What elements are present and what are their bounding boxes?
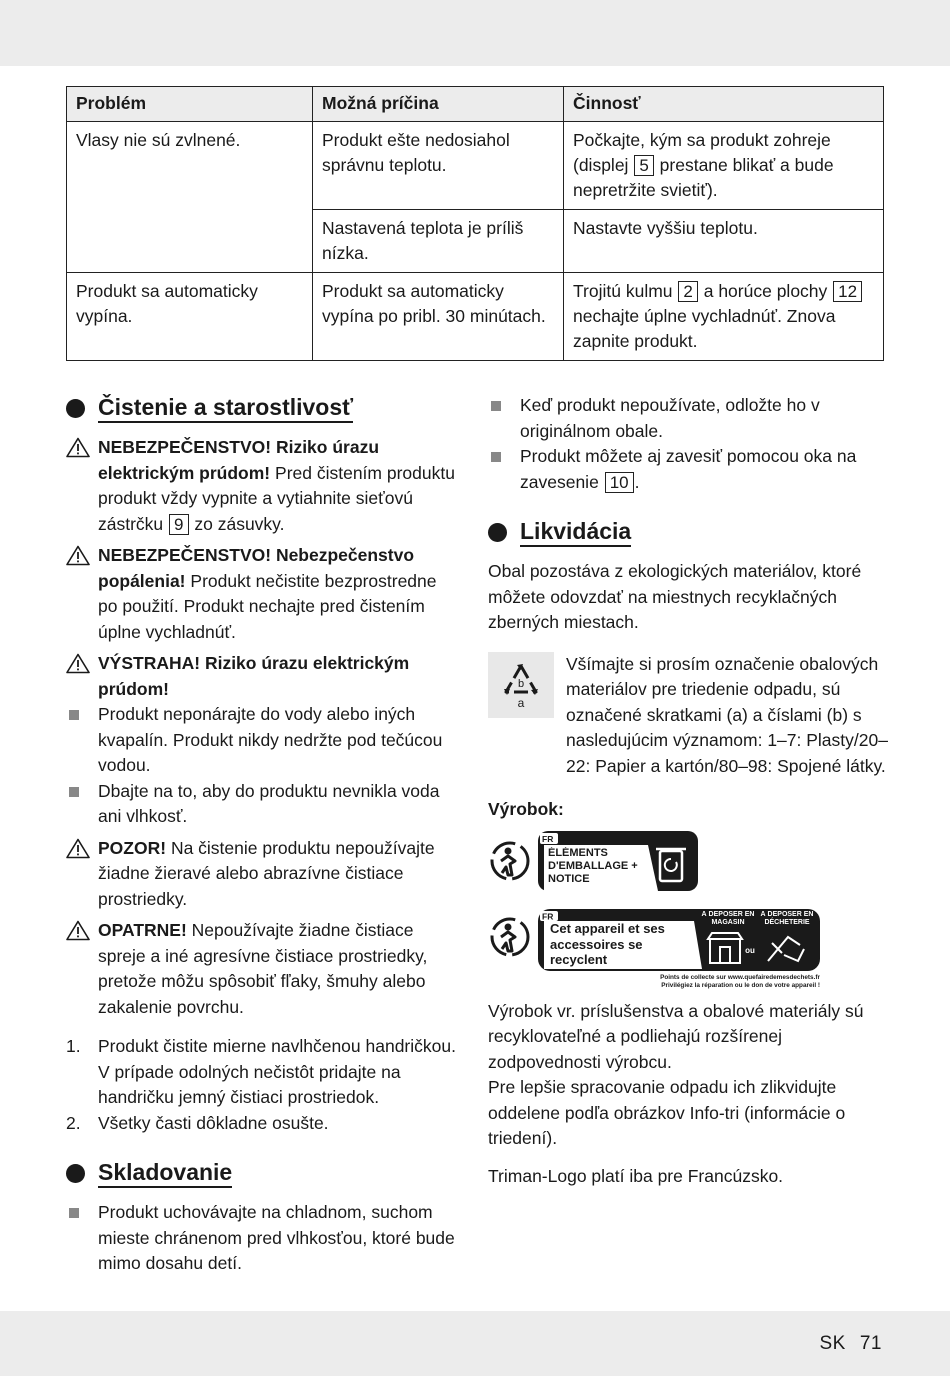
warning-title: VÝSTRAHA! Riziko úrazu elektrickým prúdom!: [98, 653, 410, 699]
warning-triangle-icon: [66, 543, 98, 645]
table-row: [67, 273, 884, 361]
square-bullet-icon: [488, 393, 520, 444]
square-bullet-icon: [66, 702, 98, 779]
warning-text: Nepoužívajte žiadne čistiace spreje a iné agresívne čistiace prostriedky, pretože môžu spôsobiť fľaky, šmuhy alebo zakalenie povrchu.: [98, 920, 428, 1017]
warning-title: NEBEZPEČENSTVO! Nebezpečenstvo popálenia!: [98, 545, 415, 591]
square-bullet-icon: [66, 779, 98, 830]
section-heading-storage: [66, 1158, 460, 1188]
disposal-paragraph: Obal pozostáva z ekologických materiálov, ktoré môžete odovzdať na miestnych recyklačných zberných miestach.: [488, 561, 862, 632]
step-text: Všetky časti dôkladne osušte.: [98, 1112, 329, 1133]
warning-text: Produkt nečistite bezprostredne po použití. Produkt nechajte pred čistením úplne vychladnúť.: [98, 570, 437, 642]
part-number-box: 9: [169, 514, 188, 535]
product-label: Výrobok:: [488, 799, 564, 819]
disposal-paragraph: Výrobok vr. príslušenstva a obalové materiály sú recyklovateľné a podliehajú rozšírenej zodpovednosti výrobcu.: [488, 1000, 864, 1072]
disposal-paragraph: Pre lepšie spracovanie odpadu ich zlikvidujte oddelene podľa obrázkov Info-tri (informácie o triedení).: [488, 1077, 846, 1148]
square-bullet-icon: [66, 1200, 98, 1277]
recycling-symbol-icon: [488, 652, 554, 718]
bullet-dot-icon: [66, 1164, 85, 1183]
warning-triangle-icon: [66, 435, 98, 537]
warning-block: [66, 543, 460, 645]
step-number: 2.: [66, 1112, 81, 1133]
list-item: [488, 444, 888, 495]
list-item-text: .: [634, 471, 640, 492]
list-item-text: Keď produkt nepoužívate, odložte ho v originálnom obale.: [520, 395, 820, 441]
list-item-text: Produkt uchovávajte na chladnom, suchom mieste chránenom pred vlhkosťou, ktoré bude mimo dosahu detí.: [98, 1202, 455, 1273]
language-code: SK: [819, 1333, 846, 1354]
page-number: 71: [859, 1333, 882, 1354]
svg-text:a: a: [517, 695, 525, 710]
bullet-dot-icon: [488, 523, 507, 542]
square-bullet-icon: [488, 444, 520, 495]
info-tri-packaging-logo: FR ÉLÉMENTS D'EMBALLAGE + NOTICE: [488, 831, 888, 895]
cause-cell: Produkt sa automaticky vypína po pribl. 30 minútach.: [313, 273, 564, 361]
cause-cell: Nastavená teplota je príliš nízka.: [313, 210, 564, 273]
step-number: 1.: [66, 1036, 81, 1056]
warning-text: zo zásuvky.: [194, 513, 285, 534]
svg-text:Points de collecte sur www.que: Points de collecte sur www.quefairedemesdechets.fr: [660, 973, 820, 981]
header-cause: Možná príčina: [313, 87, 564, 122]
warning-text: Pred čistením produktu produkt vždy vypnite a vytiahnite sieťovú zástrčku: [98, 462, 455, 534]
table-row: [67, 122, 884, 210]
warning-triangle-icon: [66, 918, 98, 1020]
svg-text:FR: FR: [542, 833, 554, 844]
svg-text:b: b: [517, 677, 525, 690]
action-cell: [564, 273, 884, 361]
page-footer: [820, 1333, 883, 1355]
warning-title: OPATRNE!: [98, 920, 187, 940]
warning-block: [66, 918, 460, 1020]
action-text: prestane blikať a bude nepretržite svietiť).: [573, 155, 834, 200]
warning-triangle-icon: [66, 651, 98, 702]
warning-block: [66, 651, 460, 702]
right-column: [488, 393, 888, 1189]
header-action: Činnosť: [564, 87, 884, 122]
triman-icon: [492, 843, 528, 879]
svg-text:ou: ou: [745, 945, 755, 955]
cause-cell: Produkt ešte nedosiahol správnu teplotu.: [313, 122, 564, 210]
part-number-box: 12: [833, 281, 862, 302]
warning-title: POZOR!: [98, 837, 167, 858]
list-item-text: Produkt môžete aj zavesiť pomocou oka na zavesenie: [520, 446, 857, 492]
problem-cell: Produkt sa automaticky vypína.: [67, 273, 313, 361]
numbered-step: [66, 1111, 460, 1137]
list-item-text: Dbajte na to, aby do produktu nevnikla voda ani vlhkosť.: [98, 780, 440, 826]
warning-block: [66, 836, 460, 913]
svg-text:FR: FR: [542, 911, 554, 921]
action-text: nechajte úplne vychladnúť. Znova zapnite produkt.: [573, 306, 836, 351]
header-problem: Problém: [67, 87, 313, 122]
disposal-code-text: Všímajte si prosím označenie obalových materiálov pre triedenie odpadu, sú označené skratkami (a) a číslami (b) s nasledujúcim významom: 1–7: Plasty/20–22: Papier a kartón/80–98: Spojené látky.: [566, 653, 888, 776]
step-text: Produkt čistite mierne navlhčenou handričkou. V prípade odolných nečistôt pridajte na handričku jemný čistiaci prostriedok.: [98, 1036, 456, 1107]
section-heading-cleaning: [66, 393, 460, 423]
warning-triangle-icon: [66, 836, 98, 913]
list-item-text: Produkt neponárajte do vody alebo iných kvapalín. Produkt nikdy nedržte pod tečúcou vodou.: [98, 704, 443, 775]
action-text: Počkajte, kým sa produkt zohreje (displej: [573, 130, 831, 175]
recycling-code-row: [488, 652, 888, 780]
bullet-dot-icon: [66, 399, 85, 418]
list-item: [66, 702, 460, 779]
part-number-box: 5: [634, 155, 653, 176]
action-cell: [564, 122, 884, 210]
left-column: [66, 393, 460, 1277]
info-tri-appliance-logo: FR Cet appareil et ses accessoires se recyclent À DÉPOSER EN MAGASIN À DÉPOSER EN DÉCHETERIE ou Points de collecte sur www.quefairedemesdechets.fr Privilégiez la réparation ou le don de votre appareil !: [488, 909, 888, 993]
top-band: [0, 0, 950, 66]
svg-text:Privilégiez la réparation ou l: Privilégiez la réparation ou le don de votre appareil !: [661, 981, 820, 989]
section-heading-disposal: [488, 517, 888, 547]
section-title: Likvidácia: [520, 517, 631, 547]
troubleshooting-table: [66, 86, 884, 361]
table-header-row: [67, 87, 884, 122]
action-text: a horúce plochy: [703, 281, 828, 301]
part-number-box: 10: [605, 472, 634, 493]
warning-title: NEBEZPEČENSTVO! Riziko úrazu elektrickým prúdom!: [98, 437, 380, 483]
problem-cell: Vlasy nie sú zvlnené.: [67, 122, 313, 273]
bottom-band: [0, 1311, 950, 1376]
list-item: [488, 393, 888, 444]
warning-block: [66, 435, 460, 537]
triman-icon: [492, 919, 528, 955]
action-text: Trojitú kulmu: [573, 281, 673, 301]
section-title: Čistenie a starostlivosť: [98, 393, 353, 423]
numbered-step: [66, 1034, 460, 1111]
list-item: [66, 1200, 460, 1277]
list-item: [66, 779, 460, 830]
section-title: Skladovanie: [98, 1158, 232, 1188]
action-cell: Nastavte vyššiu teplotu.: [564, 210, 884, 273]
part-number-box: 2: [678, 281, 697, 302]
disposal-paragraph: Triman-Logo platí iba pre Francúzsko.: [488, 1165, 784, 1186]
warning-text: Na čistenie produktu nepoužívajte žiadne žieravé alebo abrazívne čistiace prostriedky.: [98, 837, 435, 909]
